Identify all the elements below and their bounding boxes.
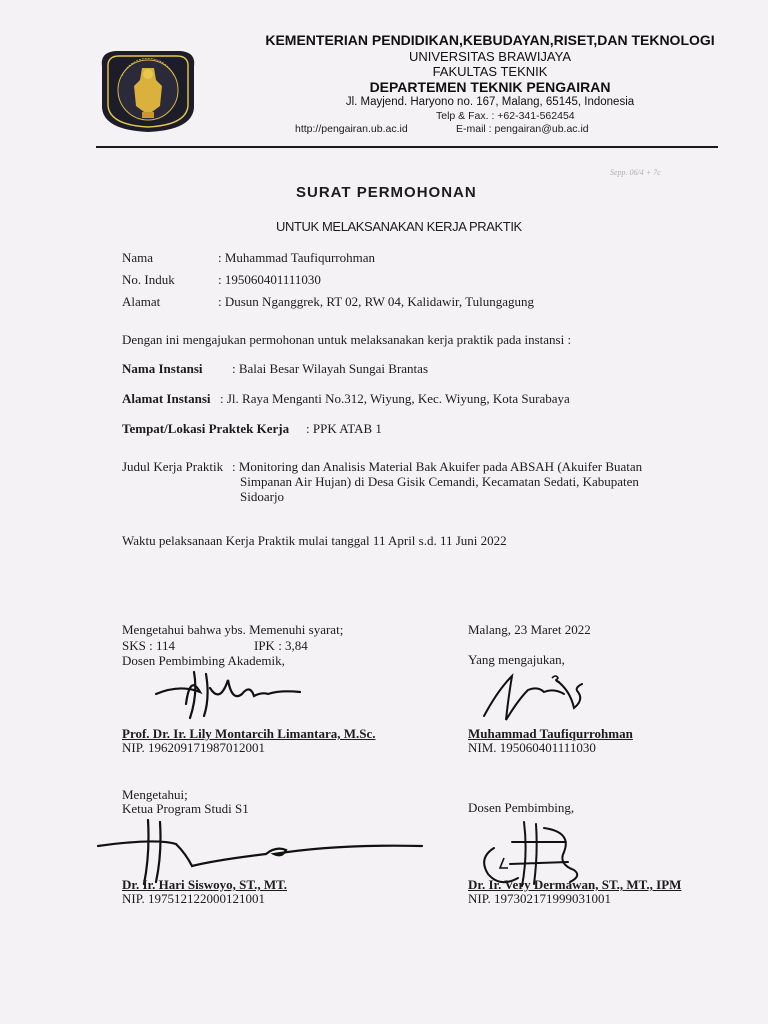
department-name: DEPARTEMEN TEKNIK PENGAIRAN	[369, 79, 611, 95]
applicant-value-name: : Muhammad Taufiqurrohman	[218, 250, 375, 265]
right-signer-name: Muhammad Taufiqurrohman	[468, 726, 633, 741]
right-signer-nim: NIM. 195060401111030	[468, 740, 596, 755]
department-website: http://pengairan.ub.ac.id	[295, 123, 408, 135]
document-subtitle: UNTUK MELAKSANAKAN KERJA PRAKTIK	[276, 219, 522, 234]
left-role: Dosen Pembimbing Akademik,	[122, 653, 285, 668]
judul-line-3: Sidoarjo	[240, 489, 285, 504]
applicant-value-address: : Dusun Nganggrek, RT 02, RW 04, Kalidawir, Tulungagung	[218, 294, 534, 309]
university-name: UNIVERSITAS BRAWIJAYA	[408, 49, 572, 64]
margin-note: Sepp. 06/4 + 7c	[610, 168, 661, 177]
intro-text: Dengan ini mengajukan permohonan untuk melaksanakan kerja praktik pada instansi :	[122, 332, 572, 347]
instansi-place-value: : PPK ATAB 1	[306, 421, 382, 436]
applicant-label-address: Alamat	[122, 294, 161, 309]
supervisor-role: Dosen Pembimbing,	[468, 800, 575, 815]
judul-line-1: : Monitoring dan Analisis Material Bak Akuifer pada ABSAH (Akuifer Buatan	[232, 459, 643, 474]
department-email: E-mail : pengairan@ub.ac.id	[456, 123, 589, 135]
waktu-text: Waktu pelaksanaan Kerja Praktik mulai tanggal 11 April s.d. 11 Juni 2022	[122, 533, 507, 548]
applicant-label-id: No. Induk	[122, 272, 175, 287]
instansi-name-value: : Balai Besar Wilayah Sungai Brantas	[232, 361, 428, 376]
supervisor-nip: NIP. 197302171999031001	[468, 891, 612, 906]
letterhead-divider	[96, 146, 718, 148]
left-ipk: IPK : 3,84	[254, 638, 308, 653]
instansi-address-value: : Jl. Raya Menganti No.312, Wiyung, Kec. Wiyung, Kota Surabaya	[220, 391, 570, 406]
kaprodi-acknowledge: Mengetahui;	[122, 787, 188, 802]
place-date: Malang, 23 Maret 2022	[468, 622, 591, 637]
left-acknowledge: Mengetahui bahwa ybs. Memenuhi syarat;	[122, 622, 344, 637]
left-signer-nip: NIP. 196209171987012001	[122, 740, 266, 755]
kaprodi-role: Ketua Program Studi S1	[122, 801, 249, 816]
judul-line-2: Simpanan Air Hujan) di Desa Gisik Cemandi, Kecamatan Sedati, Kabupaten	[240, 474, 639, 489]
signature-academic-advisor	[150, 664, 310, 724]
department-address: Jl. Mayjend. Haryono no. 167, Malang, 65145, Indonesia	[345, 96, 635, 108]
applicant-label-name: Nama	[122, 250, 154, 265]
instansi-place-label: Tempat/Lokasi Praktek Kerja	[122, 421, 290, 436]
signature-applicant	[478, 670, 598, 726]
judul-label: Judul Kerja Praktik	[122, 459, 224, 474]
ministry-name: KEMENTERIAN PENDIDIKAN,KEBUDAYAN,RISET,DAN TEKNOLOGI	[265, 32, 715, 48]
kaprodi-name: Dr. Ir. Hari Siswoyo, ST., MT.	[122, 877, 288, 892]
applicant-value-id: : 195060401111030	[218, 272, 321, 287]
right-role: Yang mengajukan,	[468, 652, 565, 667]
left-signer-name: Prof. Dr. Ir. Lily Montarcih Limantara, M.Sc.	[122, 726, 376, 741]
instansi-name-label: Nama Instansi	[122, 361, 203, 376]
instansi-address-label: Alamat Instansi	[122, 391, 211, 406]
document-title: SURAT PERMOHONAN	[296, 184, 477, 201]
department-phone: Telp & Fax. : +62-341-562454	[436, 110, 575, 122]
supervisor-name: Dr. Ir. Very Dermawan, ST., MT., IPM	[468, 877, 682, 892]
university-seal-logo	[92, 46, 204, 134]
kaprodi-nip: NIP. 197512122000121001	[122, 891, 266, 906]
faculty-name: FAKULTAS TEKNIK	[432, 64, 548, 79]
left-sks: SKS : 114	[122, 638, 175, 653]
